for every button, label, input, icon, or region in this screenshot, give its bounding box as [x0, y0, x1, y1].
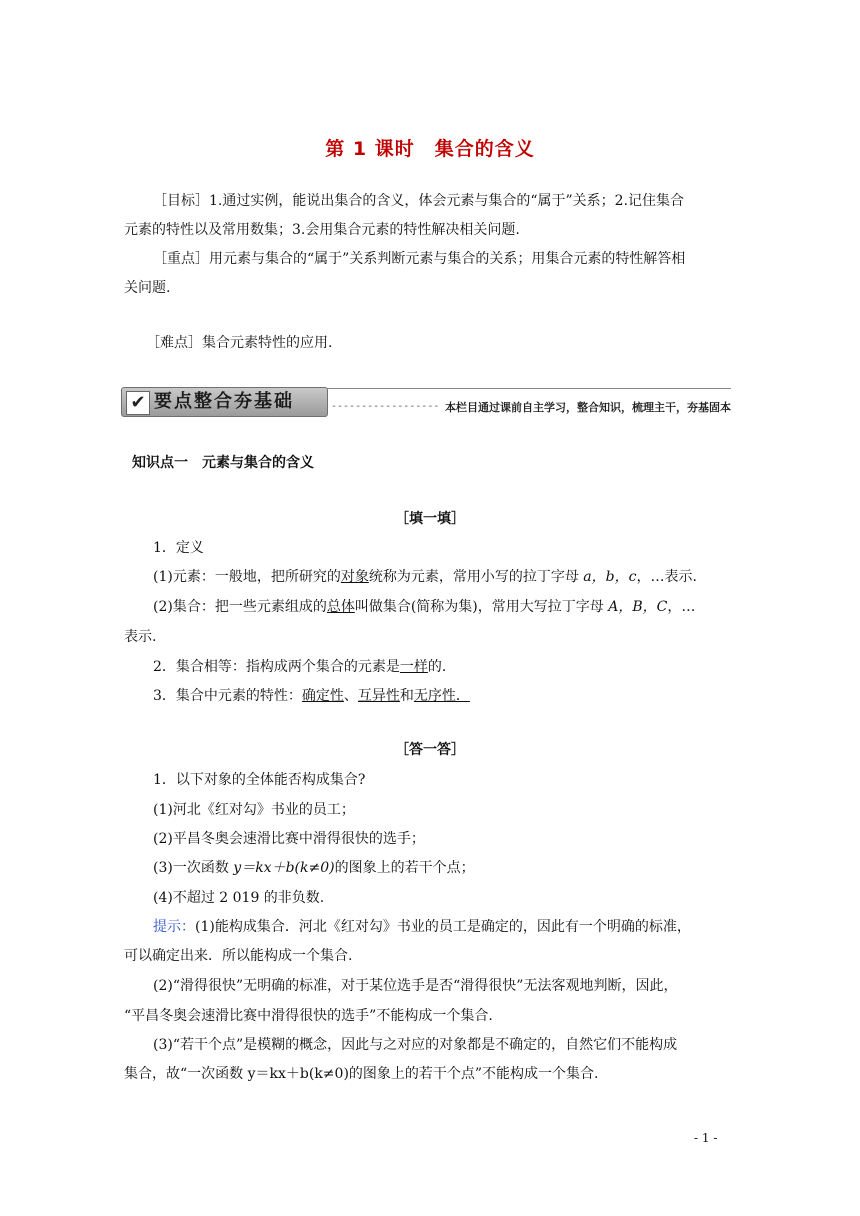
- element-definition: (1)元素：一般地，把所研究的对象统称为元素，常用小写的拉丁字母 a，b，c，…表示.: [153, 569, 697, 585]
- hint-answer-1-cont: 可以确定出来．所以能构成一个集合.: [124, 948, 353, 964]
- hint-label: 提示：: [153, 919, 195, 935]
- definition-heading: 1．定义: [153, 540, 204, 556]
- set-definition-cont: 表示.: [124, 629, 157, 645]
- question-item-4: (4)不超过 2 019 的非负数.: [153, 890, 325, 906]
- hint-answer-2: (2)“滑得很快”无明确的标准，对于某位选手是否“滑得很快”无法客观地判断，因此，: [153, 978, 678, 994]
- banner-note: 本栏目通过课前自主学习，整合知识，梳理主干，夯基固本: [445, 401, 731, 414]
- key-point-line-1: ［重点］用元素与集合的“属于”关系判断元素与集合的关系；用集合元素的特性解答相: [153, 251, 686, 267]
- lesson-title: 第 1 课时 集合的含义: [325, 138, 535, 160]
- banner-rule: [326, 388, 731, 389]
- banner-dashes: ------------------: [331, 401, 440, 412]
- answer-blank: 对象: [340, 569, 369, 585]
- goal-text-line-2: 元素的特性以及常用数集；3.会用集合元素的特性解决相关问题.: [124, 222, 520, 238]
- answer-blank: 总体: [326, 599, 355, 615]
- difficulty-line: ［难点］集合元素特性的应用.: [146, 335, 333, 351]
- element-properties: 3．集合中元素的特性：确定性、互异性和无序性．: [153, 688, 470, 704]
- goal-text-line-1: ［目标］1.通过实例，能说出集合的含义，体会元素与集合的“属于”关系；2.记住集合: [153, 193, 685, 209]
- knowledge-point-heading: 知识点一 元素与集合的含义: [132, 455, 314, 471]
- answer-blank: 确定性: [301, 688, 344, 704]
- answer-blank: 无序性．: [413, 688, 470, 704]
- hint-answer-3-cont: 集合，故“一次函数 y＝kx＋b(k≠0)的图象上的若干个点”不能构成一个集合.: [124, 1066, 599, 1082]
- answer-blank: 一样: [399, 659, 428, 675]
- checkmark-icon: ✔: [126, 391, 150, 415]
- page-number: - 1 -: [694, 1131, 718, 1145]
- answer-blank: 互异性: [357, 688, 400, 704]
- answer-heading: ［答一答］: [395, 742, 465, 758]
- fill-in-heading: ［填一填］: [395, 511, 465, 527]
- set-equality: 2．集合相等：指构成两个集合的元素是一样的.: [153, 659, 447, 675]
- section-banner: [121, 385, 731, 421]
- question-item-3: (3)一次函数 y＝kx＋b(k≠0)的图象上的若干个点；: [153, 860, 475, 876]
- hint-answer-1: 提示：(1)能构成集合．河北《红对勾》书业的员工是确定的，因此有一个明确的标准，: [153, 919, 691, 935]
- key-point-line-2: 关问题.: [124, 280, 171, 296]
- hint-answer-3: (3)“若干个点”是模糊的概念，因此与之对应的对象都是不确定的，自然它们不能构成: [153, 1037, 678, 1053]
- hint-answer-2-cont: “平昌冬奥会速滑比赛中滑得很快的选手”不能构成一个集合.: [124, 1008, 493, 1024]
- banner-title-box: [121, 387, 328, 417]
- question: 1．以下对象的全体能否构成集合?: [153, 772, 366, 788]
- question-item-1: (1)河北《红对勾》书业的员工；: [153, 802, 355, 818]
- set-definition: (2)集合：把一些元素组成的总体叫做集合(简称为集)，常用大写拉丁字母 A，B，C，…: [153, 599, 696, 615]
- question-item-2: (2)平昌冬奥会速滑比赛中滑得很快的选手；: [153, 831, 425, 847]
- banner-title: 要点整合夯基础: [154, 391, 294, 412]
